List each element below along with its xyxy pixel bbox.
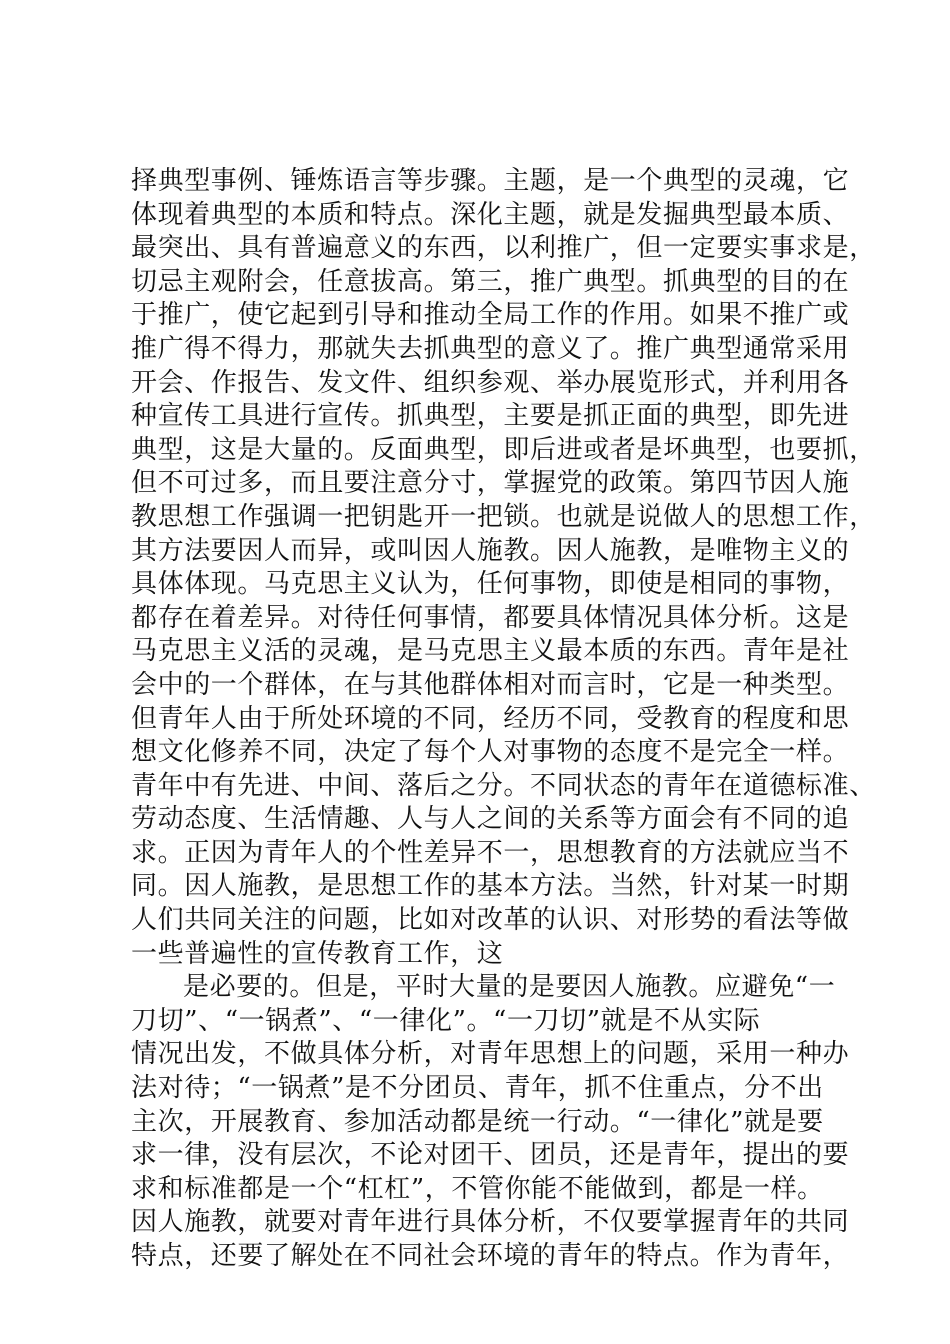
text-line: 于推广，使它起到引导和推动全局工作的作用。如果不推广或 [131,300,850,331]
text-line: 求。正因为青年人的个性差异不一，思想教育的方法就应当不 [131,837,850,868]
text-line: 推广得不得力，那就失去抓典型的意义了。推广典型通常采用 [131,333,850,364]
text-line: 其方法要因人而异，或叫因人施教。因人施教，是唯物主义的 [131,535,850,566]
text-line: 人们共同关注的问题，比如对改革的认识、对形势的看法等做 [131,905,850,936]
text-line: 情况出发，不做具体分析，对青年思想上的问题，采用一种办 [131,1039,850,1070]
text-line: 切忌主观附会，任意拔高。第三，推广典型。抓典型的目的在 [131,266,850,297]
text-line: 因人施教，就要对青年进行具体分析，不仅要掌握青年的共同 [131,1207,850,1238]
text-line: 想文化修养不同，决定了每个人对事物的态度不是完全一样。 [131,737,850,768]
text-line: 求和标准都是一个“杠杠”，不管你能不能做到，都是一样。 [131,1173,824,1204]
text-line: 法对待；“一锅煮”是不分团员、青年，抓不住重点，分不出 [131,1073,824,1104]
text-line: 特点，还要了解处在不同社会环境的青年的特点。作为青年， [131,1241,850,1271]
text-line: 典型，这是大量的。反面典型，即后进或者是坏典型，也要抓， [131,434,876,465]
text-line: 求一律，没有层次，不论对团干、团员，还是青年，提出的要 [131,1140,850,1171]
text-line: 开会、作报告、发文件、组织参观、举办展览形式，并利用各 [131,367,850,398]
body-text [131,165,876,1274]
text-line: 但青年人由于所处环境的不同，经历不同，受教育的程度和思 [131,703,850,734]
text-line: 种宣传工具进行宣传。抓典型，主要是抓正面的典型，即先进 [131,401,850,432]
text-line: 青年中有先进、中间、落后之分。不同状态的青年在道德标准、 [131,770,876,801]
text-line: 体现着典型的本质和特点。深化主题，就是发掘典型最本质、 [131,199,850,230]
text-line: 同。因人施教，是思想工作的基本方法。当然，针对某一时期 [131,871,850,902]
text-line: 择典型事例、锤炼语言等步骤。主题，是一个典型的灵魂，它 [131,166,850,196]
text-line: 会中的一个群体，在与其他群体相对而言时，它是一种类型。 [131,669,850,700]
text-line-indented: 是必要的。但是，平时大量的是要因人施教。应避免“一 [183,972,836,1003]
text-line: 主次，开展教育、参加活动都是统一行动。“一律化”就是要 [131,1106,824,1137]
text-line: 一些普遍性的宣传教育工作，这 [131,938,504,969]
text-line: 马克思主义活的灵魂，是马克思主义最本质的东西。青年是社 [131,636,850,667]
text-line: 最突出、具有普遍意义的东西，以利推广，但一定要实事求是， [131,233,876,264]
text-line: 但不可过多，而且要注意分寸，掌握党的政策。第四节因人施 [131,468,850,499]
text-line: 教思想工作强调一把钥匙开一把锁。也就是说做人的思想工作， [131,501,876,532]
text-line: 都存在着差异。对待任何事情，都要具体情况具体分析。这是 [131,602,850,633]
text-line: 劳动态度、生活情趣、人与人之间的关系等方面会有不同的追 [131,804,850,835]
text-line: 具体体现。马克思主义认为，任何事物，即使是相同的事物， [131,569,850,600]
text-line: 刀切”、“一锅煮”、“一律化”。“一刀切”就是不从实际 [131,1005,761,1036]
